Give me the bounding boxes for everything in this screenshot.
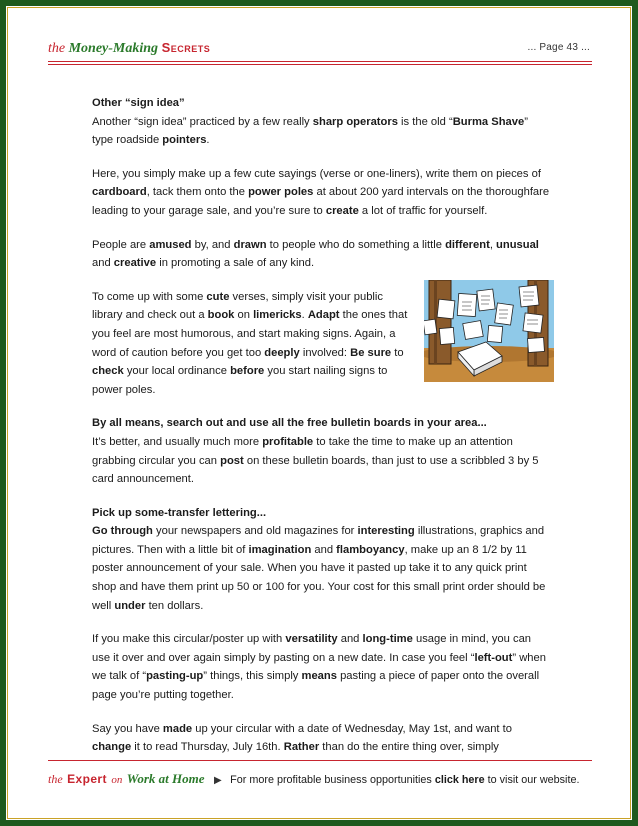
header-divider [48,61,592,62]
article-body [92,94,552,772]
page-number: ... Page 43 ... [527,42,590,53]
paragraph-cute-sayings: Here, you simply make up a few cute sayings (verse or one-liners), write them on pieces of cardboard, tack them onto the power poles at about 200 yard intervals on the thoroughfare leading to your garage sale, and you’re sure to create a lot of traffic for yourself. [92,167,550,217]
heading-bulletin-boards: By all means, search out and use all the free bulletin boards in your area... [92,417,487,430]
footer-brand-expert: Expert [67,772,107,786]
heading-transfer-lettering: Pick up some-transfer lettering... [92,506,267,519]
footer-brand-work: Work at Home [126,771,205,786]
paragraph-versatility: If you make this circular/poster up with versatility and long-time usage in mind, you can use it over and over again simply by pasting on a new date. In case you feel “left-out” when we talk of “pasting-up” things, this simply means pasting a piece of paper onto the overall page you’re putting together. [92,633,546,702]
brand-logo [48,40,210,57]
brand-the: the [48,41,66,56]
brand-secrets: Secrets [161,40,211,55]
header-divider-thin [48,64,592,65]
footer-text-end: to visit our website. [484,774,580,786]
paragraph-amused: People are amused by, and drawn to people who do something a little different, unusual and creative in promoting a sale of any kind. [92,238,539,270]
paragraph-limericks: To come up with some cute verses, simply visit your public library and check out a book on limericks. Adapt the ones that you feel are most humorous, and start making signs. Again, a word of caution before you get too deeply involved: Be sure to check your local ordinance before you start nailing signs to power poles. [92,290,408,396]
footer-divider [48,760,592,761]
power-pole-signs-illustration [424,280,554,382]
footer-brand-on: on [111,774,123,786]
paragraph-sign-idea: Other “sign idea” Another “sign idea” practiced by a few really sharp operators is the old “Burma Shave” type roadside pointers. [92,97,528,147]
paragraph-bulletin-boards: By all means, search out and use all the free bulletin boards in your area... It’s better, and usually much more profitable to take the time to make up an attention grabbing circular you can post on these bulletin boards, than just to use a scribbled 3 by 5 card announcement. [92,417,539,486]
brand-title: Money-Making [68,41,159,56]
page-footer [48,770,608,792]
paragraph-transfer-lettering: Pick up some-transfer lettering... Go through your newspapers and old magazines for interesting illustrations, graphics and pictures. Then with a little bit of imagination and flamboyancy, make up an 8 1/2 by 11 poster announcement of your sale. When you have it pasted up take it to any quick print shop and have them print up 50 or 100 for you. Your cost for this small print order should be well under ten dollars. [92,506,546,612]
footer-text: For more profitable business opportunities [230,774,435,786]
click-here-link[interactable]: click here [434,774,485,786]
footer-brand-the: the [48,772,63,786]
arrow-right-icon: ▶ [214,775,222,786]
page-header [48,38,596,60]
paragraph-change-date: Say you have made up your circular with a date of Wednesday, May 1st, and want to change it to read Thursday, July 16th. Rather than do the entire thing over, simply [92,722,512,754]
heading-sign-idea: Other “sign idea” [92,97,185,109]
